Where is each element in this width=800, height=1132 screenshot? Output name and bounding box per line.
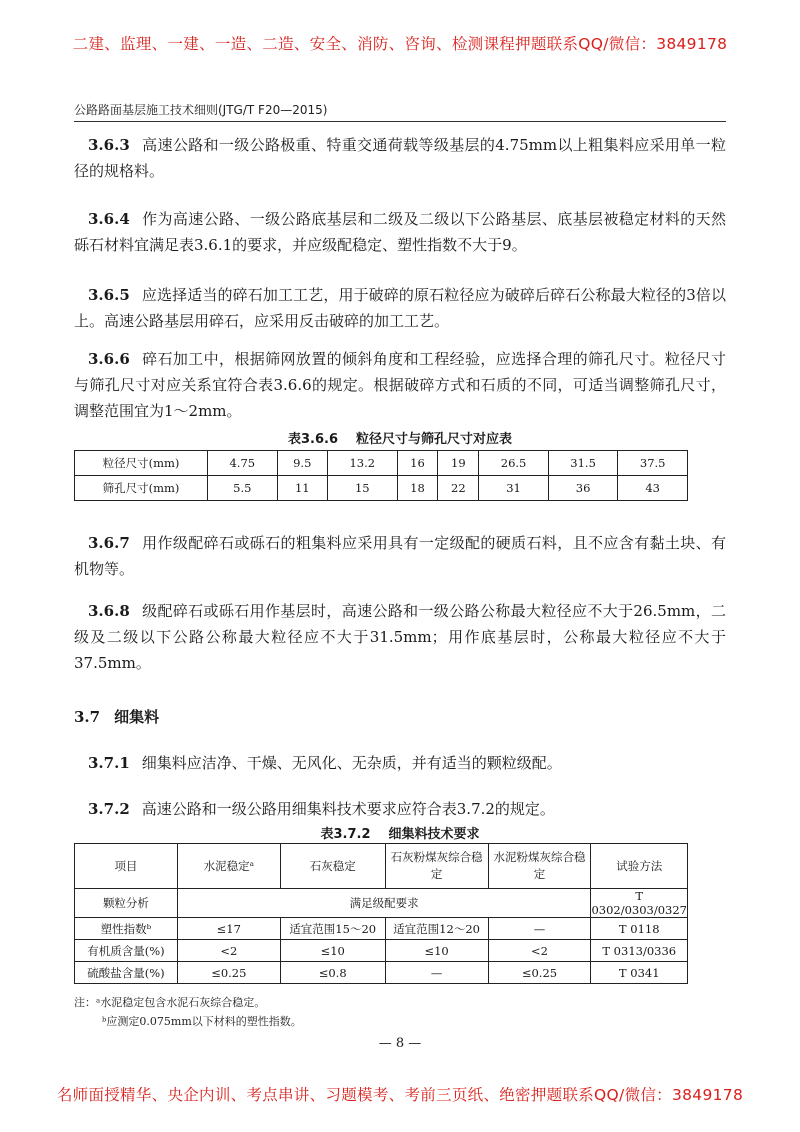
clause-3-6-7 xyxy=(74,530,726,582)
clause-number: 3.6.4 xyxy=(88,210,130,228)
header-cell: 石灰稳定 xyxy=(280,844,385,889)
table-cell: 9.5 xyxy=(277,451,327,476)
table-cell: — xyxy=(385,962,488,984)
table-cell: ≤0.8 xyxy=(280,962,385,984)
clause-number: 3.6.7 xyxy=(88,534,130,552)
clause-number: 3.6.5 xyxy=(88,286,130,304)
row-label: 筛孔尺寸(mm) xyxy=(75,476,208,501)
table-3-6-6-caption xyxy=(74,428,726,447)
clause-3-7-1 xyxy=(74,750,726,776)
table-cell: 43 xyxy=(618,476,688,501)
table-cell: 塑性指数ᵇ xyxy=(75,918,178,940)
table-cell: 37.5 xyxy=(618,451,688,476)
table-cell: 26.5 xyxy=(479,451,549,476)
clause-text: 用作级配碎石或砾石的粗集料应采用具有一定级配的硬质石料，且不应含有黏土块、有机物等。 xyxy=(74,534,726,578)
table-cell: 适宜范围12～20 xyxy=(385,918,488,940)
clause-text: 高速公路和一级公路极重、特重交通荷载等级基层的4.75mm以上粗集料应采用单一粒径的规格料。 xyxy=(74,136,726,180)
bottom-promo-banner: 名师面授精华、央企内训、考点串讲、习题模考、考前三页纸、绝密押题联系QQ/微信：3849178 xyxy=(56,1086,744,1104)
table-row xyxy=(75,962,688,984)
table-cell: T 0118 xyxy=(591,918,688,940)
table-3-7-2 xyxy=(74,843,688,984)
caption-title: 细集料技术要求 xyxy=(388,827,480,842)
table-header-row xyxy=(75,844,688,889)
header-cell: 项目 xyxy=(75,844,178,889)
table-3-6-6 xyxy=(74,450,688,501)
header-rule xyxy=(74,121,726,122)
table-cell: ≤17 xyxy=(177,918,280,940)
clause-3-6-5 xyxy=(74,282,726,334)
table-cell: T 0302/0303/0327 xyxy=(591,889,688,917)
table-row xyxy=(75,918,688,940)
caption-title: 粒径尺寸与筛孔尺寸对应表 xyxy=(356,432,513,447)
clause-number: 3.7.1 xyxy=(88,754,130,772)
caption-number: 表3.7.2 xyxy=(320,827,371,842)
table-cell: 硫酸盐含量(%) xyxy=(75,962,178,984)
table-note-b: ᵇ应测定0.075mm以下材料的塑性指数。 xyxy=(102,1015,302,1028)
table-cell: ≤10 xyxy=(280,940,385,962)
merged-cell: 满足级配要求 xyxy=(177,889,591,918)
table-cell: 18 xyxy=(397,476,438,501)
table-row xyxy=(75,451,688,476)
section-heading xyxy=(74,706,159,727)
clause-number: 3.6.3 xyxy=(88,136,130,154)
clause-3-7-2 xyxy=(74,796,726,822)
table-cell: ≤10 xyxy=(385,940,488,962)
table-cell: 31.5 xyxy=(548,451,618,476)
table-3-7-2-caption xyxy=(74,823,726,842)
table-row xyxy=(75,889,688,918)
header-cell: 试验方法 xyxy=(591,844,688,889)
clause-number: 3.6.6 xyxy=(88,350,130,368)
clause-3-6-6 xyxy=(74,346,726,424)
table-cell: 13.2 xyxy=(327,451,397,476)
table-cell: T 0313/0336 xyxy=(591,940,688,962)
table-cell: T 0341 xyxy=(591,962,688,984)
clause-number: 3.7.2 xyxy=(88,800,130,818)
table-cell: <2 xyxy=(177,940,280,962)
table-cell: 15 xyxy=(327,476,397,501)
clause-text: 碎石加工中，根据筛网放置的倾斜角度和工程经验，应选择合理的筛孔尺寸。粒径尺寸与筛孔尺寸对应关系宜符合表3.6.6的规定。根据破碎方式和石质的不同，可适当调整筛孔尺寸，调整范围宜为1～2mm。 xyxy=(74,350,726,420)
clause-3-6-8 xyxy=(74,598,726,676)
header-cell: 水泥粉煤灰综合稳定 xyxy=(488,844,591,889)
table-cell: 11 xyxy=(277,476,327,501)
table-cell: 16 xyxy=(397,451,438,476)
row-label: 粒径尺寸(mm) xyxy=(75,451,208,476)
running-header: 公路路面基层施工技术细则(JTG/T F20—2015) xyxy=(74,103,328,117)
table-row xyxy=(75,476,688,501)
table-cell: 有机质含量(%) xyxy=(75,940,178,962)
section-title: 细集料 xyxy=(114,708,160,726)
table-cell: ≤0.25 xyxy=(488,962,591,984)
header-cell: 石灰粉煤灰综合稳定 xyxy=(385,844,488,889)
table-cell: — xyxy=(488,918,591,940)
table-cell: 22 xyxy=(438,476,479,501)
clause-3-6-4 xyxy=(74,206,726,258)
clause-text: 高速公路和一级公路用细集料技术要求应符合表3.7.2的规定。 xyxy=(141,800,555,818)
caption-number: 表3.6.6 xyxy=(287,432,338,447)
table-note-a: 注：ᵃ水泥稳定包含水泥石灰综合稳定。 xyxy=(74,996,266,1009)
table-cell: ≤0.25 xyxy=(177,962,280,984)
table-cell: <2 xyxy=(488,940,591,962)
top-promo-banner: 二建、监理、一建、一造、二造、安全、消防、咨询、检测课程押题联系QQ/微信：3849178 xyxy=(72,35,728,53)
page-number: — 8 — xyxy=(378,1036,422,1051)
clause-number: 3.6.8 xyxy=(88,602,130,620)
clause-text: 级配碎石或砾石用作基层时，高速公路和一级公路公称最大粒径应不大于26.5mm，二级及二级以下公路公称最大粒径应不大于31.5mm；用作底基层时，公称最大粒径应不大于37.5mm。 xyxy=(74,602,726,672)
clause-text: 应选择适当的碎石加工工艺，用于破碎的原石粒径应为破碎后碎石公称最大粒径的3倍以上。高速公路基层用碎石，应采用反击破碎的加工工艺。 xyxy=(74,286,726,330)
table-cell: 适宜范围15～20 xyxy=(280,918,385,940)
section-number: 3.7 xyxy=(74,708,101,726)
table-cell: 颗粒分析 xyxy=(75,889,178,918)
table-row xyxy=(75,940,688,962)
table-cell: 4.75 xyxy=(208,451,278,476)
table-cell: 36 xyxy=(548,476,618,501)
clause-3-6-3 xyxy=(74,132,726,184)
clause-text: 细集料应洁净、干燥、无风化、无杂质，并有适当的颗粒级配。 xyxy=(141,754,562,772)
header-cell: 水泥稳定ᵃ xyxy=(177,844,280,889)
clause-text: 作为高速公路、一级公路底基层和二级及二级以下公路基层、底基层被稳定材料的天然砾石材料宜满足表3.6.1的要求，并应级配稳定、塑性指数不大于9。 xyxy=(74,210,726,254)
table-cell: 5.5 xyxy=(208,476,278,501)
table-cell: 31 xyxy=(479,476,549,501)
table-cell: 19 xyxy=(438,451,479,476)
